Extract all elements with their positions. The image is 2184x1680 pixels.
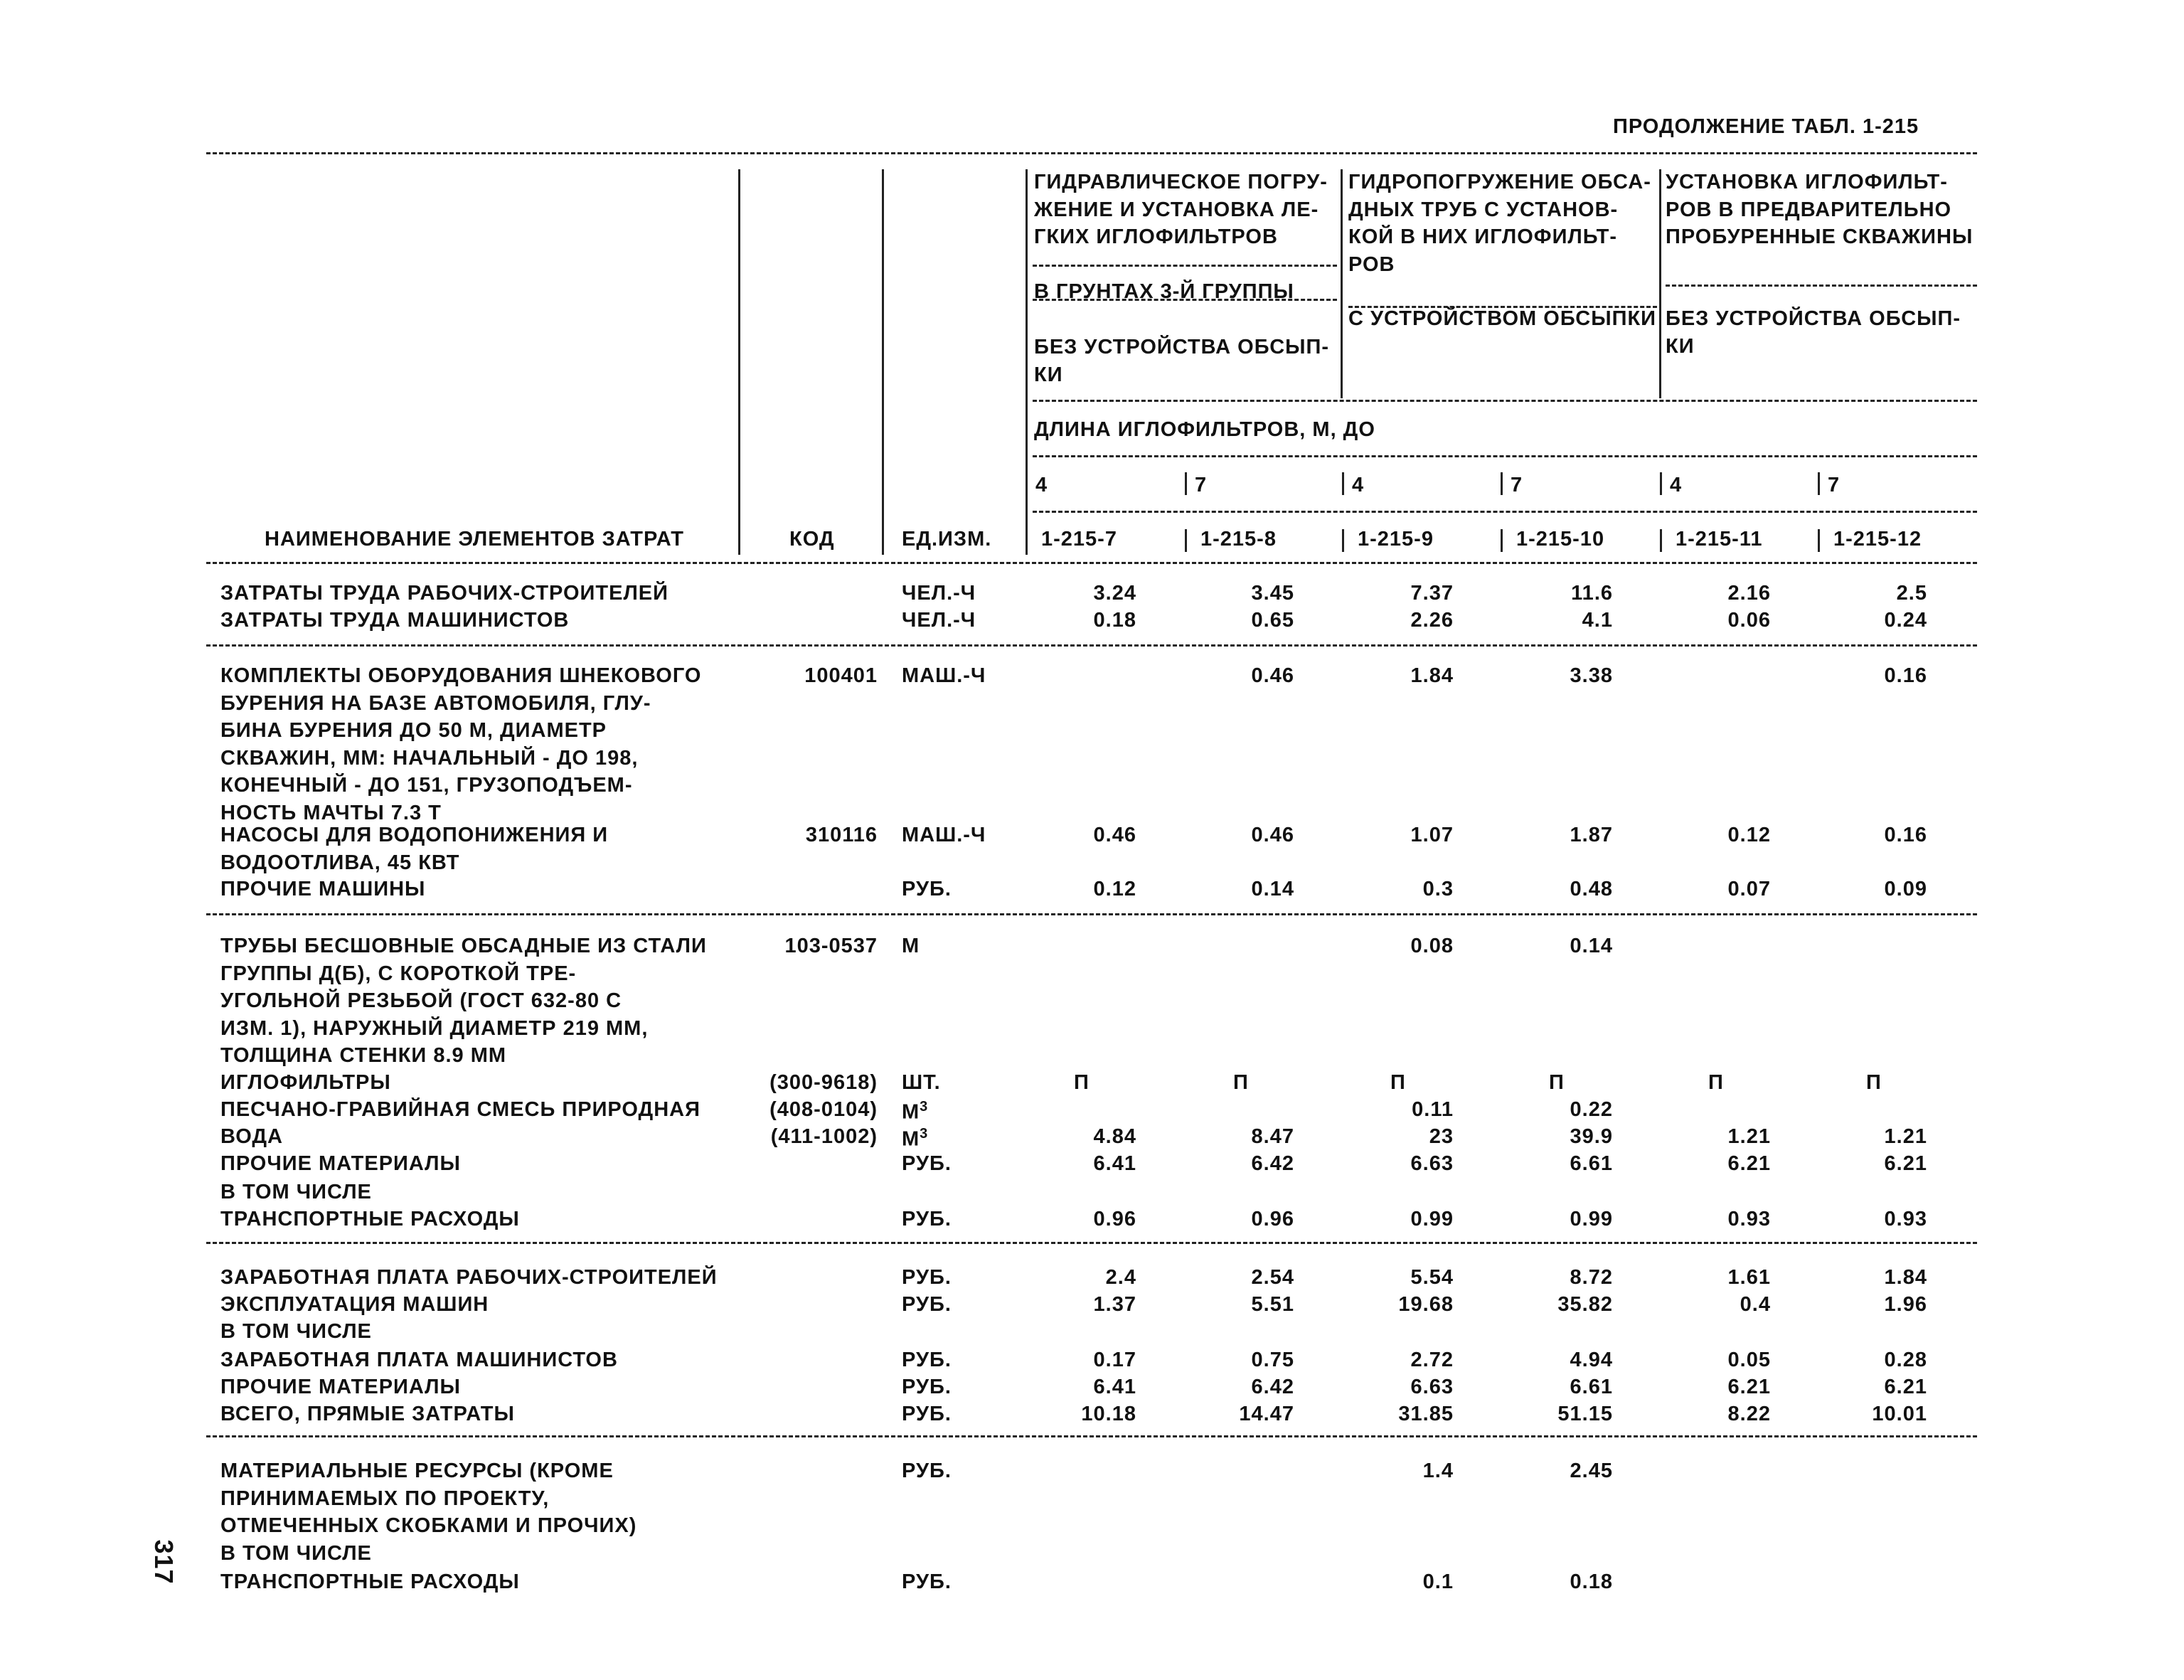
row-name: ТРАНСПОРТНЫЕ РАСХОДЫ: [220, 1208, 520, 1230]
row-value: П: [1233, 1071, 1249, 1094]
row-name: ЗАРАБОТНАЯ ПЛАТА РАБОЧИХ-СТРОИТЕЛЕЙ: [220, 1266, 718, 1289]
row-value: 6.41: [1093, 1376, 1136, 1398]
length-col-divider: [1501, 472, 1503, 495]
row-unit: ЧЕЛ.-Ч: [902, 609, 976, 632]
row-value: 0.75: [1251, 1349, 1294, 1371]
row-code: 310116: [805, 824, 878, 846]
row-code: (300-9618): [769, 1071, 878, 1094]
row-unit: МАШ.-Ч: [902, 664, 986, 687]
row-name: В ТОМ ЧИСЛЕ: [220, 1181, 372, 1203]
row-value: 0.07: [1727, 878, 1771, 900]
code-col-divider: [1660, 529, 1662, 552]
length-value: 4: [1035, 474, 1048, 496]
row-value: 1.07: [1410, 824, 1454, 846]
row-value: 3.38: [1570, 664, 1613, 687]
row-name: СКВАЖИН, ММ: НАЧАЛЬНЫЙ - ДО 198,: [220, 746, 639, 770]
row-value: 1.84: [1884, 1266, 1927, 1289]
row-code: 100401: [804, 664, 878, 687]
row-value: 0.93: [1884, 1208, 1927, 1230]
length-value: 4: [1670, 474, 1683, 496]
code-col-divider: [882, 169, 884, 555]
row-value: 2.4: [1105, 1266, 1136, 1289]
group3-header-line: ПРОБУРЕННЫЕ СКВАЖИНЫ: [1666, 225, 1973, 249]
row-value: 1.87: [1570, 824, 1613, 846]
row-name: ЗАТРАТЫ ТРУДА МАШИНИСТОВ: [220, 609, 570, 632]
row-name: ПЕСЧАНО-ГРАВИЙНАЯ СМЕСЬ ПРИРОДНАЯ: [220, 1098, 701, 1121]
no-fill-label-1: КИ: [1034, 363, 1063, 386]
row-value: 0.93: [1727, 1208, 1771, 1230]
row-value: 0.18: [1570, 1570, 1613, 1593]
row-value: 4.94: [1570, 1349, 1613, 1371]
row-unit: ЧЕЛ.-Ч: [902, 582, 976, 605]
header-top-rule: [206, 152, 1977, 154]
row-unit: $М^3$: [902, 1099, 929, 1124]
row-value: П: [1074, 1071, 1090, 1094]
length-value: 4: [1352, 474, 1365, 496]
row-value: 0.11: [1412, 1098, 1454, 1121]
row-value: 14.47: [1239, 1403, 1294, 1425]
row-value: 0.28: [1884, 1349, 1927, 1371]
row-value: П: [1708, 1071, 1724, 1094]
row-name: ТОЛЩИНА СТЕНКИ 8.9 ММ: [220, 1044, 507, 1068]
group-divider-1: [1341, 169, 1343, 398]
group2-header-line: КОЙ В НИХ ИГЛОФИЛЬТ-: [1348, 225, 1618, 249]
group3-header-line: РОВ В ПРЕДВАРИТЕЛЬНО: [1666, 198, 1952, 221]
row-name: НОСТЬ МАЧТЫ 7.3 Т: [220, 802, 442, 824]
row-name: ЗАРАБОТНАЯ ПЛАТА МАШИНИСТОВ: [220, 1349, 618, 1371]
row-value: 0.65: [1251, 609, 1294, 632]
rate-code: 1-215-9: [1358, 528, 1434, 551]
row-value: 0.46: [1251, 664, 1294, 687]
row-value: 0.22: [1570, 1098, 1613, 1121]
group2-header-line: ГИДРОПОГРУЖЕНИЕ ОБСА-: [1348, 171, 1651, 193]
row-name: БУРЕНИЯ НА БАЗЕ АВТОМОБИЛЯ, ГЛУ-: [220, 691, 651, 715]
row-value: 10.18: [1081, 1403, 1136, 1425]
code-col-divider: [1818, 529, 1820, 552]
no-fill-label-1: БЕЗ УСТРОЙСТВА ОБСЫП-: [1034, 336, 1330, 358]
row-name: ВСЕГО, ПРЯМЫЕ ЗАТРАТЫ: [220, 1403, 515, 1425]
row-value: 0.48: [1570, 878, 1613, 900]
row-value: 0.16: [1884, 664, 1927, 687]
row-value: 23: [1429, 1125, 1454, 1148]
length-bottom-rule: [1033, 455, 1977, 457]
row-unit: РУБ.: [902, 1403, 952, 1425]
code-col-divider: [1501, 529, 1503, 552]
row-value: 0.99: [1410, 1208, 1454, 1230]
length-col-divider: [1660, 472, 1662, 495]
length-col-divider: [1185, 472, 1187, 495]
row-name: ПРОЧИЕ МАШИНЫ: [220, 878, 426, 900]
row-unit: МАШ.-Ч: [902, 824, 986, 846]
row-value: 6.63: [1410, 1152, 1454, 1175]
row-value: 2.72: [1410, 1349, 1454, 1371]
row-name: ТРАНСПОРТНЫЕ РАСХОДЫ: [220, 1570, 520, 1593]
row-value: 6.21: [1727, 1376, 1771, 1398]
row-value: 4.1: [1582, 609, 1613, 632]
superscript-3: 3: [920, 1099, 929, 1115]
row-value: 6.42: [1251, 1152, 1294, 1175]
row-value: 0.16: [1884, 824, 1927, 846]
row-value: 8.22: [1727, 1403, 1771, 1425]
row-unit: РУБ.: [902, 1266, 952, 1289]
code-col-divider: [1342, 529, 1344, 552]
row-value: 19.68: [1398, 1293, 1454, 1316]
lengths-bottom-rule: [1033, 511, 1977, 513]
row-value: 6.63: [1410, 1376, 1454, 1398]
row-value: 0.05: [1727, 1349, 1771, 1371]
row-unit: РУБ.: [902, 1208, 952, 1230]
soil-group-label: В ГРУНТАХ 3-Й ГРУППЫ: [1034, 280, 1294, 303]
row-name: БИНА БУРЕНИЯ ДО 50 М, ДИАМЕТР: [220, 719, 607, 743]
row-unit: РУБ.: [902, 1376, 952, 1398]
row-value: 0.08: [1410, 935, 1454, 957]
row-name: НАСОСЫ ДЛЯ ВОДОПОНИЖЕНИЯ И: [220, 824, 609, 846]
row-name: ИГЛОФИЛЬТРЫ: [220, 1071, 391, 1094]
soil-sub-rule: [1033, 299, 1337, 301]
row-value: 0.4: [1740, 1293, 1771, 1316]
row-value: 6.21: [1884, 1152, 1927, 1175]
row-value: 0.09: [1884, 878, 1927, 900]
row-name: ИЗМ. 1), НАРУЖНЫЙ ДИАМЕТР 219 ММ,: [220, 1016, 649, 1040]
row-value: 6.42: [1251, 1376, 1294, 1398]
row-value: 39.9: [1570, 1125, 1613, 1148]
row-value: 5.51: [1251, 1293, 1294, 1316]
group1-header-line: ЖЕНИЕ И УСТАНОВКА ЛЕ-: [1034, 198, 1319, 221]
row-value: 0.12: [1727, 824, 1771, 846]
with-fill-label: С УСТРОЙСТВОМ ОБСЫПКИ: [1348, 307, 1657, 330]
row-value: 2.5: [1896, 582, 1927, 605]
row-name: ЗАТРАТЫ ТРУДА РАБОЧИХ-СТРОИТЕЛЕЙ: [220, 582, 668, 605]
row-value: 6.61: [1570, 1152, 1613, 1175]
superscript-3: 3: [920, 1126, 929, 1142]
row-value: 0.3: [1422, 878, 1454, 900]
row-value: 3.45: [1251, 582, 1294, 605]
row-value: 7.37: [1410, 582, 1454, 605]
rate-code: 1-215-11: [1676, 528, 1763, 551]
row-unit: $М^3$: [902, 1126, 929, 1151]
row-value: 6.61: [1570, 1376, 1613, 1398]
row-name: В ТОМ ЧИСЛЕ: [220, 1541, 372, 1565]
row-name: ОТМЕЧЕННЫХ СКОБКАМИ И ПРОЧИХ): [220, 1514, 637, 1538]
group1-header-line: ГИДРАВЛИЧЕСКОЕ ПОГРУ-: [1034, 171, 1328, 193]
name-column-header: НАИМЕНОВАНИЕ ЭЛЕМЕНТОВ ЗАТРАТ: [265, 528, 684, 551]
row-value: 2.16: [1727, 582, 1771, 605]
row-value: 6.21: [1727, 1152, 1771, 1175]
row-value: 1.96: [1884, 1293, 1927, 1316]
row-value: 0.12: [1093, 878, 1136, 900]
row-name: ВОДООТЛИВА, 45 КВТ: [220, 851, 460, 874]
no-fill-label-2: БЕЗ УСТРОЙСТВА ОБСЫП-: [1666, 307, 1961, 330]
table-continuation-title: ПРОДОЛЖЕНИЕ ТАБЛ. 1-215: [1613, 115, 1919, 138]
row-value: 2.45: [1570, 1460, 1613, 1482]
row-value: 0.46: [1251, 824, 1294, 846]
no-fill-label-2: КИ: [1666, 334, 1695, 358]
row-value: 2.54: [1251, 1266, 1294, 1289]
row-value: 1.21: [1884, 1125, 1927, 1148]
row-name: КОНЕЧНЫЙ - ДО 151, ГРУЗОПОДЪЕМ-: [220, 774, 633, 797]
row-value: 0.96: [1093, 1208, 1136, 1230]
row-unit: РУБ.: [902, 1570, 952, 1593]
row-value: 11.6: [1571, 582, 1613, 605]
length-value: 7: [1511, 474, 1523, 496]
row-value: 0.99: [1570, 1208, 1613, 1230]
row-unit: РУБ.: [902, 1293, 952, 1316]
page-number: 317: [149, 1539, 179, 1585]
row-unit: РУБ.: [902, 1460, 952, 1482]
rate-code: 1-215-12: [1833, 528, 1922, 551]
row-value: 0.24: [1884, 609, 1927, 632]
group1-sub-rule: [1033, 265, 1337, 267]
row-value: 0.1: [1422, 1570, 1454, 1593]
row-value: 2.26: [1410, 609, 1454, 632]
row-value: П: [1866, 1071, 1882, 1094]
row-name: УГОЛЬНОЙ РЕЗЬБОЙ (ГОСТ 632-80 С: [220, 989, 622, 1013]
row-unit: М: [902, 935, 920, 957]
row-value: 1.61: [1727, 1266, 1771, 1289]
section-separator: [206, 644, 1977, 647]
section-separator: [206, 1435, 1977, 1437]
row-value: 1.4: [1422, 1460, 1454, 1482]
row-unit: ШТ.: [902, 1071, 941, 1094]
row-name: ПРОЧИЕ МАТЕРИАЛЫ: [220, 1152, 461, 1175]
row-value: П: [1549, 1071, 1565, 1094]
row-value: 1.37: [1093, 1293, 1136, 1316]
code-col-divider: [1185, 529, 1187, 552]
row-name: ТРУБЫ БЕСШОВНЫЕ ОБСАДНЫЕ ИЗ СТАЛИ: [220, 935, 707, 957]
row-value: 6.21: [1884, 1376, 1927, 1398]
unit-column-header: ЕД.ИЗМ.: [902, 528, 992, 551]
row-value: 0.14: [1251, 878, 1294, 900]
code-column-header: КОД: [789, 528, 835, 551]
rate-code: 1-215-7: [1041, 528, 1117, 551]
length-col-divider: [1818, 472, 1820, 495]
row-value: 51.15: [1557, 1403, 1613, 1425]
unit-col-divider: [1026, 169, 1028, 555]
rate-code: 1-215-8: [1200, 528, 1277, 551]
row-name: В ТОМ ЧИСЛЕ: [220, 1320, 372, 1343]
row-code: (411-1002): [770, 1125, 878, 1148]
row-value: 0.96: [1251, 1208, 1294, 1230]
row-name: ГРУППЫ Д(Б), С КОРОТКОЙ ТРЕ-: [220, 962, 577, 985]
row-name: ЭКСПЛУАТАЦИЯ МАШИН: [220, 1293, 489, 1316]
group2-header-line: РОВ: [1348, 252, 1395, 276]
row-unit: РУБ.: [902, 1349, 952, 1371]
section-separator: [206, 1242, 1977, 1244]
row-code: (408-0104): [769, 1098, 878, 1121]
group3-sub-rule: [1666, 285, 1977, 287]
row-value: 1.84: [1410, 664, 1454, 687]
name-col-divider: [738, 169, 740, 555]
length-top-rule: [1033, 400, 1977, 402]
row-value: 0.06: [1727, 609, 1771, 632]
row-value: 4.84: [1093, 1125, 1136, 1148]
length-label: ДЛИНА ИГЛОФИЛЬТРОВ, М, ДО: [1034, 418, 1375, 441]
length-value: 7: [1195, 474, 1208, 496]
section-separator: [206, 913, 1977, 915]
group2-header-line: ДНЫХ ТРУБ С УСТАНОВ-: [1348, 198, 1619, 221]
length-value: 7: [1828, 474, 1841, 496]
row-unit: РУБ.: [902, 1152, 952, 1175]
row-name: ПРИНИМАЕМЫХ ПО ПРОЕКТУ,: [220, 1487, 550, 1510]
row-name: КОМПЛЕКТЫ ОБОРУДОВАНИЯ ШНЕКОВОГО: [220, 664, 702, 687]
row-value: 0.14: [1570, 935, 1613, 957]
rate-code: 1-215-10: [1516, 528, 1605, 551]
row-value: 8.47: [1251, 1125, 1294, 1148]
group3-header-line: УСТАНОВКА ИГЛОФИЛЬТ-: [1666, 171, 1948, 193]
row-value: 0.18: [1093, 609, 1136, 632]
row-value: 35.82: [1557, 1293, 1613, 1316]
row-value: 5.54: [1410, 1266, 1454, 1289]
length-col-divider: [1026, 472, 1028, 495]
row-name: ВОДА: [220, 1125, 283, 1148]
row-name: МАТЕРИАЛЬНЫЕ РЕСУРСЫ (КРОМЕ: [220, 1460, 614, 1482]
row-value: 31.85: [1398, 1403, 1454, 1425]
row-unit: РУБ.: [902, 878, 952, 900]
row-value: 0.17: [1093, 1349, 1136, 1371]
length-col-divider: [1342, 472, 1344, 495]
row-value: 8.72: [1570, 1266, 1613, 1289]
group1-header-line: ГКИХ ИГЛОФИЛЬТРОВ: [1034, 225, 1278, 249]
row-value: 1.21: [1727, 1125, 1771, 1148]
row-name: ПРОЧИЕ МАТЕРИАЛЫ: [220, 1376, 461, 1398]
row-value: 0.46: [1093, 824, 1136, 846]
row-value: П: [1390, 1071, 1406, 1094]
row-code: 103-0537: [784, 935, 878, 957]
row-value: 10.01: [1872, 1403, 1927, 1425]
group-divider-2: [1659, 169, 1661, 398]
row-value: 3.24: [1093, 582, 1136, 605]
header-bottom-rule: [206, 562, 1977, 564]
row-value: 6.41: [1093, 1152, 1136, 1175]
